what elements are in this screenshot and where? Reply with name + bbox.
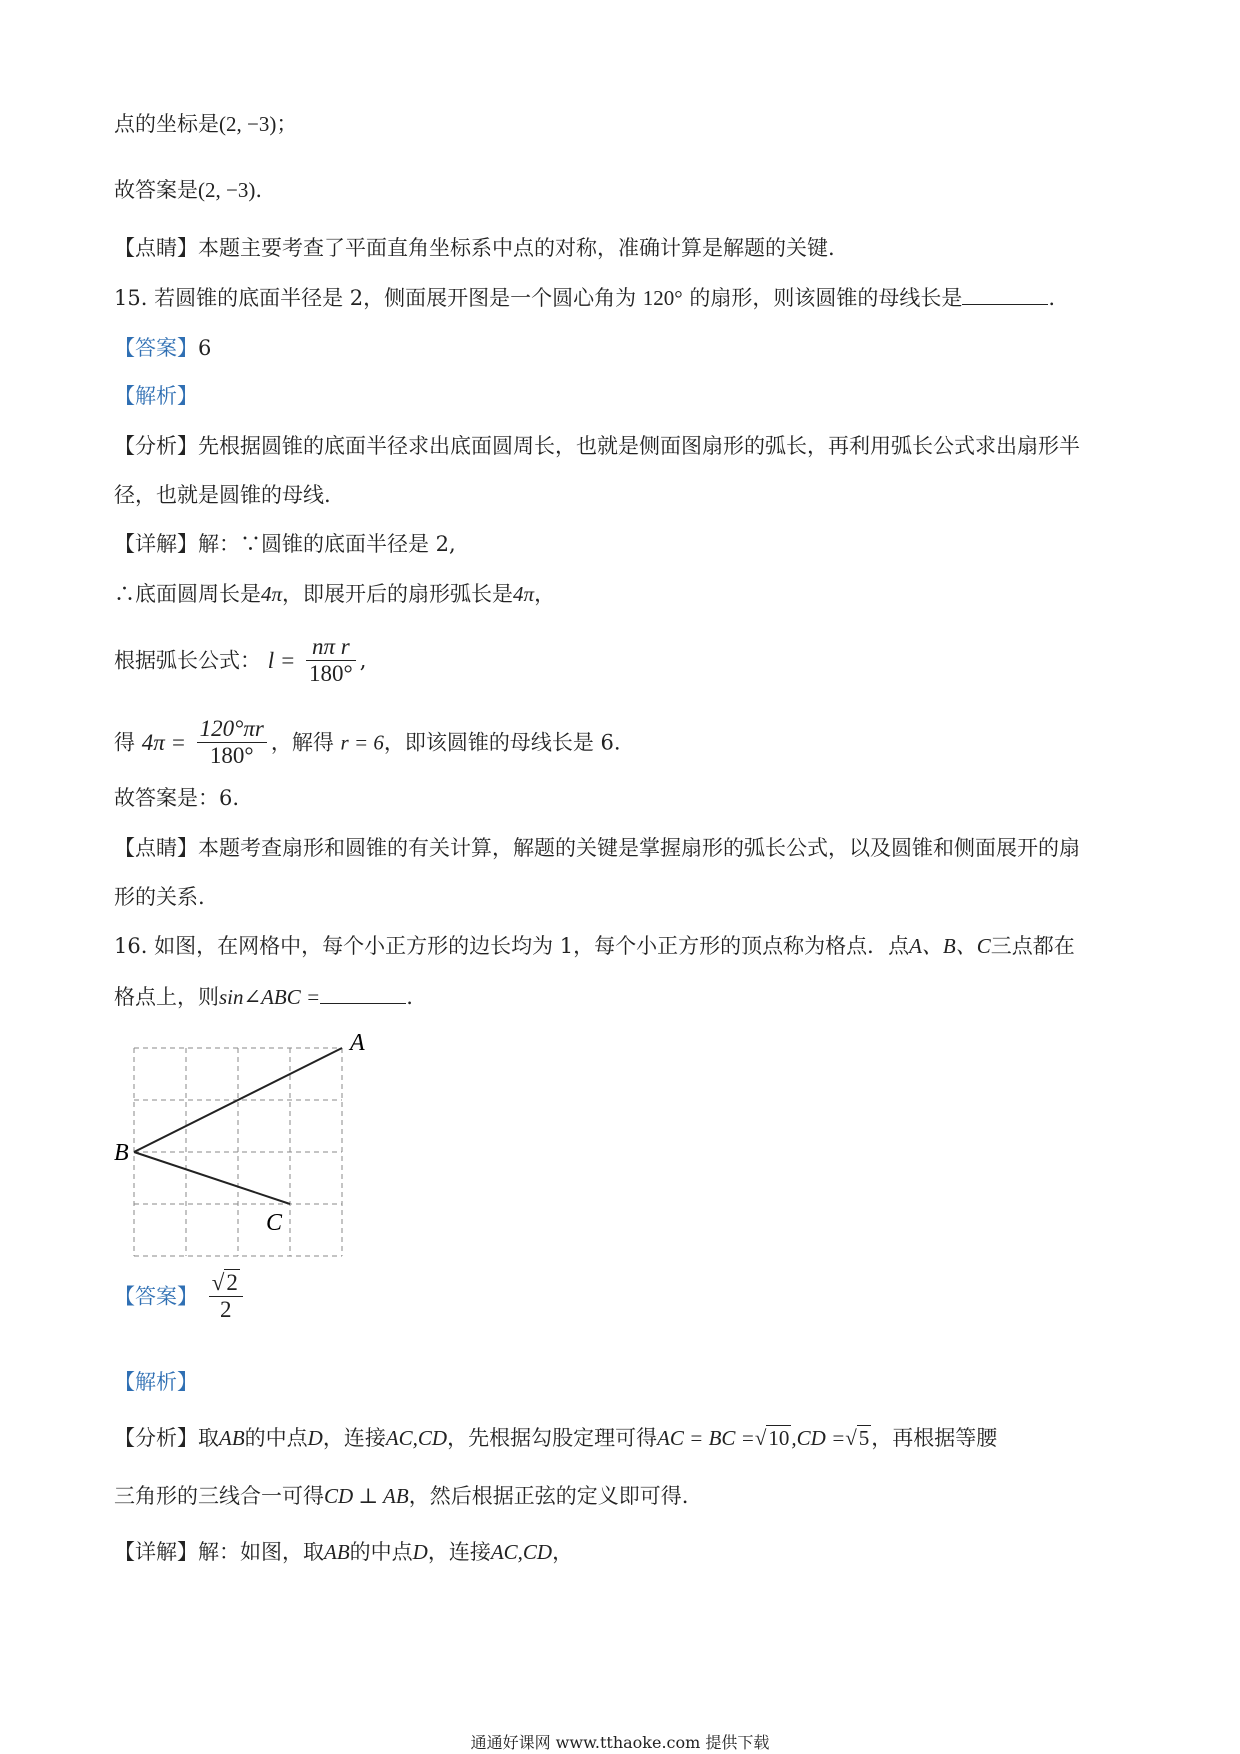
math: CD ⊥ AB	[324, 1484, 409, 1508]
answer-value: 6	[198, 336, 212, 360]
text: ，即展开后的扇形弧长是	[282, 582, 514, 606]
math: 4π	[513, 582, 535, 606]
text: .	[406, 985, 413, 1009]
q15-fenxi-2: 径，也就是圆锥的母线.	[114, 483, 331, 507]
denominator: 2	[220, 1297, 232, 1323]
q15-dianjing-1: 【点睛】本题考查扇形和圆锥的有关计算，解题的关键是掌握扇形的弧长公式，以及圆锥和侧面展开的扇	[114, 836, 1080, 860]
coordinate: (2, −3)	[198, 178, 256, 202]
text: 的中点	[349, 1540, 413, 1564]
answer-tag: 【答案】	[114, 336, 198, 360]
text: ,	[359, 648, 367, 673]
answer-blank	[320, 985, 406, 1004]
text: 三角形的三线合一可得	[114, 1484, 324, 1508]
angle-value: 120°	[642, 286, 683, 310]
text: ，先根据勾股定理可得	[447, 1426, 658, 1450]
q15-fenxi-1: 【分析】先根据圆锥的底面半径求出底面圆周长，也就是侧面图扇形的弧长，再利用弧长公式求出扇形半	[114, 434, 1080, 458]
sqrt-10: √10	[754, 1426, 790, 1450]
text: 格点上，则	[114, 985, 219, 1009]
text: 15. 若圆锥的底面半径是 2，侧面展开图是一个圆心角为	[114, 286, 637, 310]
q16-fenxi-1	[114, 1426, 997, 1451]
grid-lines	[134, 1048, 342, 1256]
grid-figure	[110, 1030, 380, 1260]
text: 的中点	[244, 1426, 308, 1450]
text: 【分析】取	[114, 1426, 219, 1450]
text: .	[255, 178, 263, 202]
text: 三点都在	[990, 934, 1075, 958]
text: ，	[552, 1540, 574, 1564]
math: AC,CD	[490, 1540, 553, 1564]
q16-answer	[114, 1270, 247, 1324]
denominator: 180°	[309, 661, 353, 687]
text: ，连接	[322, 1426, 386, 1450]
math: AC = BC =	[657, 1426, 755, 1450]
arc-length-fraction	[306, 634, 356, 688]
numerator: nπ r	[306, 634, 356, 661]
q15-circumference	[114, 582, 555, 607]
coordinate: (2, −3)	[219, 112, 277, 136]
math: D	[412, 1540, 428, 1564]
answer-tag: 【答案】	[114, 1284, 198, 1309]
q15-dianjing-2: 形的关系.	[114, 885, 205, 909]
text: ，即该圆锥的母线长是 6.	[383, 730, 621, 755]
q16-question-2	[114, 985, 413, 1010]
text: 得	[114, 730, 135, 755]
text: ，再根据等腰	[871, 1426, 998, 1450]
q15-final: 故答案是：6.	[114, 786, 240, 810]
radicand: 5	[858, 1426, 870, 1450]
numerator: 120°πr	[197, 716, 267, 743]
text: 的扇形，则该圆锥的母线长是	[689, 286, 963, 310]
text: 16. 如图，在网格中，每个小正方形的边长均为 1，每个小正方形的顶点称为格点．点	[114, 934, 910, 958]
label-c: C	[266, 1210, 283, 1236]
q15-formula	[114, 634, 366, 688]
math: AB	[324, 1540, 350, 1564]
math: AC,CD	[385, 1426, 448, 1450]
segment-bc	[134, 1152, 290, 1204]
q16-analysis-tag: 【解析】	[114, 1370, 198, 1394]
q15-xiangjie: 【详解】解：∵圆锥的底面半径是 2,	[114, 532, 456, 556]
numerator: √2	[209, 1270, 243, 1297]
q16-question	[114, 934, 1075, 959]
page-footer: 通通好课网 www.tthaoke.com 提供下载	[470, 1733, 770, 1752]
denominator: 180°	[209, 743, 254, 769]
text: .	[1048, 286, 1056, 310]
label-b: B	[114, 1140, 129, 1166]
math: r = 6	[340, 730, 384, 755]
sqrt-5: √5	[845, 1426, 870, 1450]
radicand: 10	[768, 1426, 790, 1450]
text: ，	[534, 582, 556, 606]
math: ,CD =	[791, 1426, 846, 1450]
math: A、B、C	[909, 934, 991, 958]
q15-analysis-tag: 【解析】	[114, 384, 198, 408]
text: 点的坐标是	[114, 112, 219, 136]
math: 4π	[261, 582, 283, 606]
text: ；	[276, 112, 298, 136]
q16-xiangjie	[114, 1540, 573, 1565]
q16-fenxi-2	[114, 1484, 688, 1509]
line-coordinate	[114, 112, 297, 137]
text: ，解得	[270, 730, 334, 755]
text: 故答案是	[114, 178, 198, 202]
text: ∴底面圆周长是	[114, 582, 261, 606]
text: ，连接	[427, 1540, 491, 1564]
label-a: A	[350, 1030, 365, 1056]
math: AB	[219, 1426, 245, 1450]
math: D	[307, 1426, 323, 1450]
math: l =	[267, 648, 296, 674]
solve-fraction	[197, 716, 267, 770]
radicand: 2	[226, 1270, 238, 1295]
answer-blank	[962, 286, 1048, 305]
text: 根据弧长公式：	[114, 648, 261, 673]
line-dianjing: 【点睛】本题主要考查了平面直角坐标系中点的对称，准确计算是解题的关键.	[114, 236, 835, 260]
q15-solve	[114, 716, 621, 770]
math: 4π =	[141, 730, 186, 756]
text: 【详解】解：如图，取	[114, 1540, 324, 1564]
line-answer-coordinate	[114, 178, 262, 203]
q15-question	[114, 286, 1055, 311]
math: sin∠ABC =	[219, 985, 321, 1009]
q15-answer	[114, 336, 211, 361]
answer-fraction	[209, 1270, 243, 1324]
text: ，然后根据正弦的定义即可得.	[408, 1484, 689, 1508]
